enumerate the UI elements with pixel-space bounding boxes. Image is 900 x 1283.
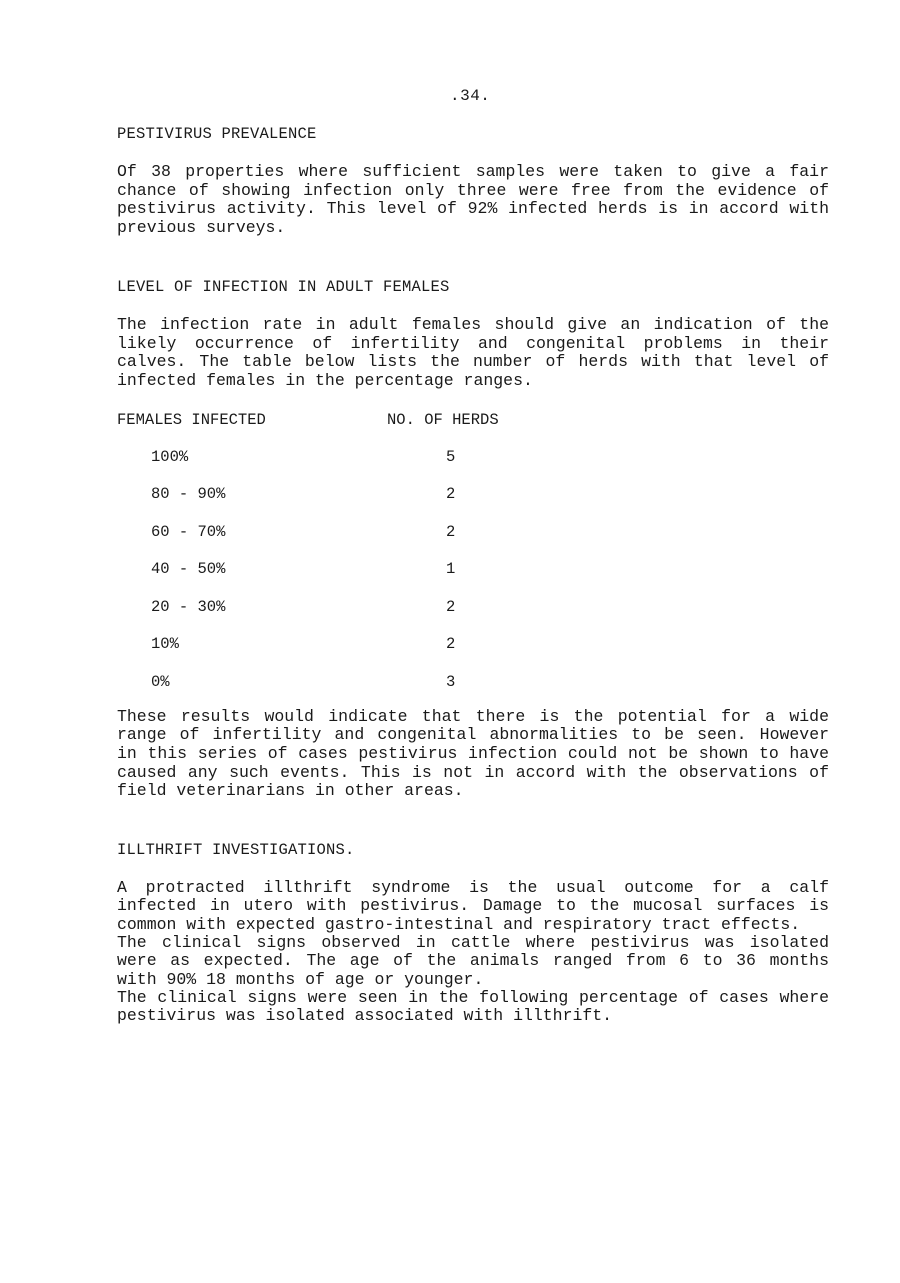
range-cell: 0% xyxy=(151,672,170,691)
section-heading-illthrift: ILLTHRIFT INVESTIGATIONS. xyxy=(117,841,355,860)
range-cell: 20 - 30% xyxy=(151,597,226,616)
page-content xyxy=(117,125,829,1026)
table-row xyxy=(117,634,829,672)
illthrift-paragraph-3: The clinical signs were seen in the following percentage of cases where pestivirus was isolated associated with illthrift. xyxy=(117,987,829,1026)
range-cell: 80 - 90% xyxy=(151,485,226,504)
herds-cell: 2 xyxy=(446,485,456,504)
page-number: .34. xyxy=(450,87,491,105)
table-row xyxy=(117,597,829,635)
illthrift-paragraph-1: A protracted illthrift syndrome is the usual outcome for a calf infected in utero with pestivirus. Damage to the mucosal surfaces is common with expected gastro-intestinal and respiratory tract effects. xyxy=(117,878,829,934)
herds-cell: 2 xyxy=(446,635,456,654)
herds-cell: 2 xyxy=(446,522,456,541)
range-cell: 100% xyxy=(151,447,189,466)
table-row xyxy=(117,559,829,597)
infection-table xyxy=(117,410,829,708)
section-heading-prevalence: PESTIVIRUS PREVALENCE xyxy=(117,125,317,143)
table-row xyxy=(117,672,829,708)
table-row xyxy=(117,484,829,522)
table-row xyxy=(117,522,829,560)
table-header-row xyxy=(117,410,829,430)
illthrift-paragraph-2: The clinical signs observed in cattle where pestivirus was isolated were as expected. The age of the animals ranged from 6 to 36 months with 90% 18 months of age or younger. xyxy=(117,933,829,989)
range-cell: 60 - 70% xyxy=(151,522,226,541)
table-row xyxy=(117,447,829,485)
adult-females-paragraph: The infection rate in adult females should give an indication of the likely occurrence of infertility and congenital problems in their calves. The table below lists the number of herds with that level of infected females in the percentage ranges. xyxy=(117,314,829,390)
range-cell: 10% xyxy=(151,635,179,654)
section-heading-adult-females: LEVEL OF INFECTION IN ADULT FEMALES xyxy=(117,277,450,296)
range-cell: 40 - 50% xyxy=(151,560,226,579)
herds-cell: 5 xyxy=(446,447,456,466)
herds-cell: 3 xyxy=(446,672,456,691)
herds-cell: 1 xyxy=(446,560,456,579)
prevalence-paragraph: Of 38 properties where sufficient samples were taken to give a fair chance of showing infection only three were free from the evidence of pestivirus activity. This level of 92% infected herds is in accord with previous surveys. xyxy=(117,162,829,238)
herds-cell: 2 xyxy=(446,597,456,616)
adult-females-conclusion: These results would indicate that there is the potential for a wide range of infertility and congenital abnormalities to be seen. However in this series of cases pestivirus infection could not be shown to have caused any such events. This is not in accord with the observations of field veterinarians in other areas. xyxy=(117,706,829,801)
column-header-no-of-herds: NO. OF HERDS xyxy=(387,410,499,429)
column-header-females-infected: FEMALES INFECTED xyxy=(117,410,266,429)
